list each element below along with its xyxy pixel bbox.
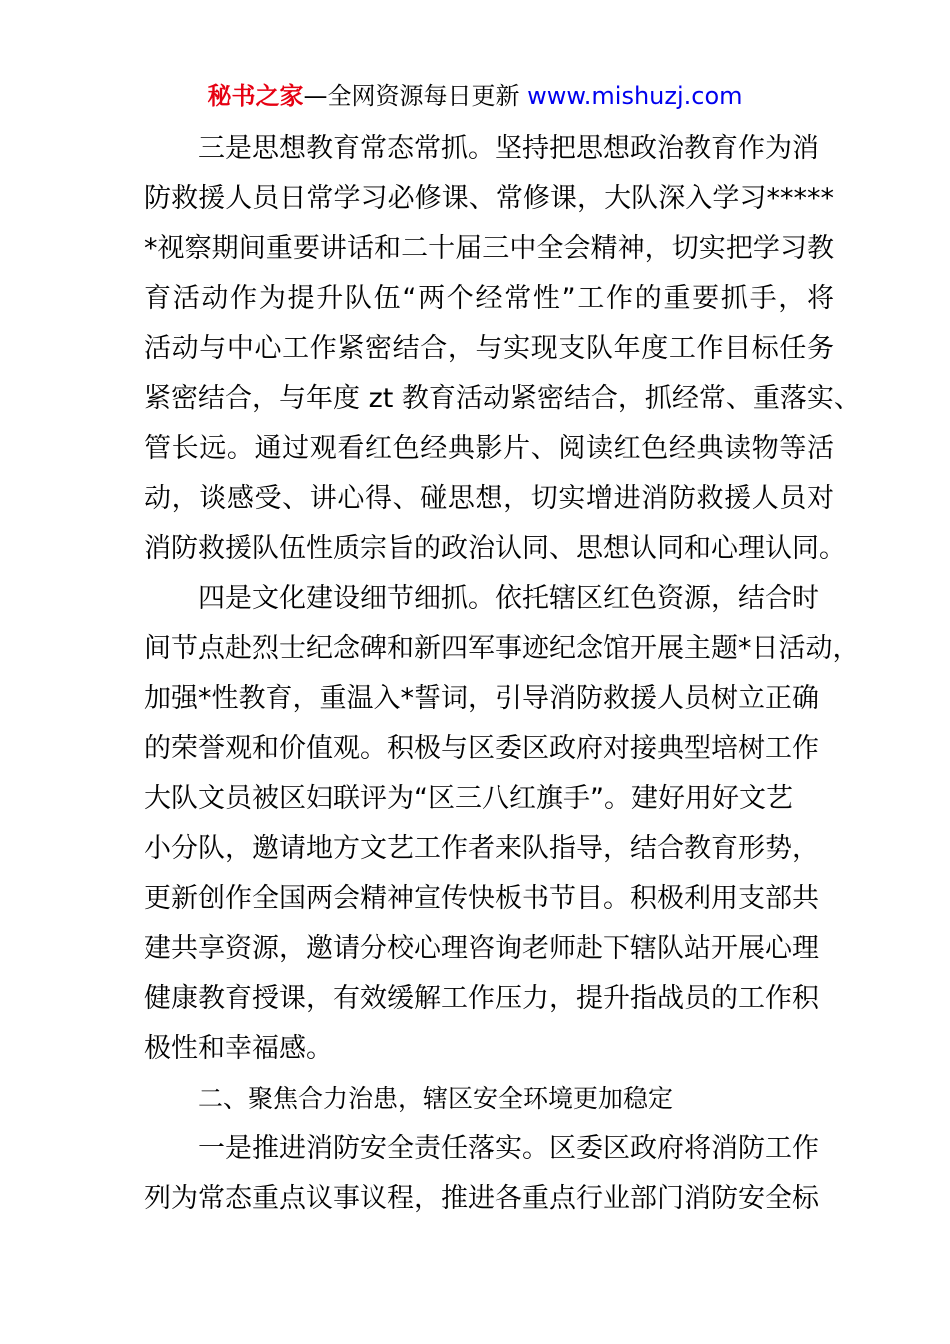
paragraph-line: 活动与中心工作紧密结合，与实现支队年度工作目标任务: [144, 333, 834, 364]
paragraph-line: 四是文化建设细节细抓。依托辖区红色资源，结合时: [198, 583, 819, 614]
paragraph-line: 列为常态重点议事议程，推进各重点行业部门消防安全标: [144, 1183, 819, 1214]
paragraph-line: *视察期间重要讲话和二十届三中全会精神，切实把学习教: [144, 233, 834, 264]
paragraph-line: 三是思想教育常态常抓。坚持把思想政治教育作为消: [198, 133, 819, 164]
paragraph-line: 间节点赴烈士纪念碑和新四军事迹纪念馆开展主题*日活动，: [144, 633, 860, 664]
paragraph-line: 极性和幸福感。: [144, 1033, 333, 1064]
paragraph-line: 建共享资源，邀请分校心理咨询老师赴下辖队站开展心理: [144, 933, 819, 964]
site-url-link[interactable]: www.mishuzj.com: [527, 82, 743, 110]
paragraph-line: 一是推进消防安全责任落实。区委区政府将消防工作: [198, 1133, 819, 1164]
section-heading: 二、聚焦合力治患，辖区安全环境更加稳定: [198, 1084, 674, 1113]
paragraph-line: 加强*性教育，重温入*誓词，引导消防救援人员树立正确: [144, 683, 819, 714]
paragraph-line: 的荣誉观和价值观。积极与区委区政府对接典型培树工作: [144, 733, 819, 764]
site-brand: 秘书之家: [207, 82, 304, 110]
paragraph-line: 育活动作为提升队伍“两个经常性”工作的重要抓手，将: [144, 283, 834, 314]
document-body: [144, 124, 861, 1224]
paragraph-line: 防救援人员日常学习必修课、常修课，大队深入学习*****: [144, 183, 834, 214]
paragraph-line: 紧密结合，与年度 zt 教育活动紧密结合，抓经常、重落实、: [144, 383, 861, 414]
paragraph-line: 更新创作全国两会精神宣传快板书节目。积极利用支部共: [144, 883, 819, 914]
paragraph-line: 小分队，邀请地方文艺工作者来队指导，结合教育形势，: [144, 833, 819, 864]
site-tagline: —全网资源每日更新: [303, 82, 520, 110]
paragraph-line: 消防救援队伍性质宗旨的政治认同、思想认同和心理认同。: [144, 533, 846, 564]
paragraph-line: 动，谈感受、讲心得、碰思想，切实增进消防救援人员对: [144, 483, 834, 514]
paragraph-line: 健康教育授课，有效缓解工作压力，提升指战员的工作积: [144, 983, 819, 1014]
paragraph-line: 大队文员被区妇联评为“区三八红旗手”。建好用好文艺: [144, 783, 793, 814]
site-header: [0, 78, 950, 114]
paragraph-line: 管长远。通过观看红色经典影片、阅读红色经典读物等活: [144, 433, 834, 464]
